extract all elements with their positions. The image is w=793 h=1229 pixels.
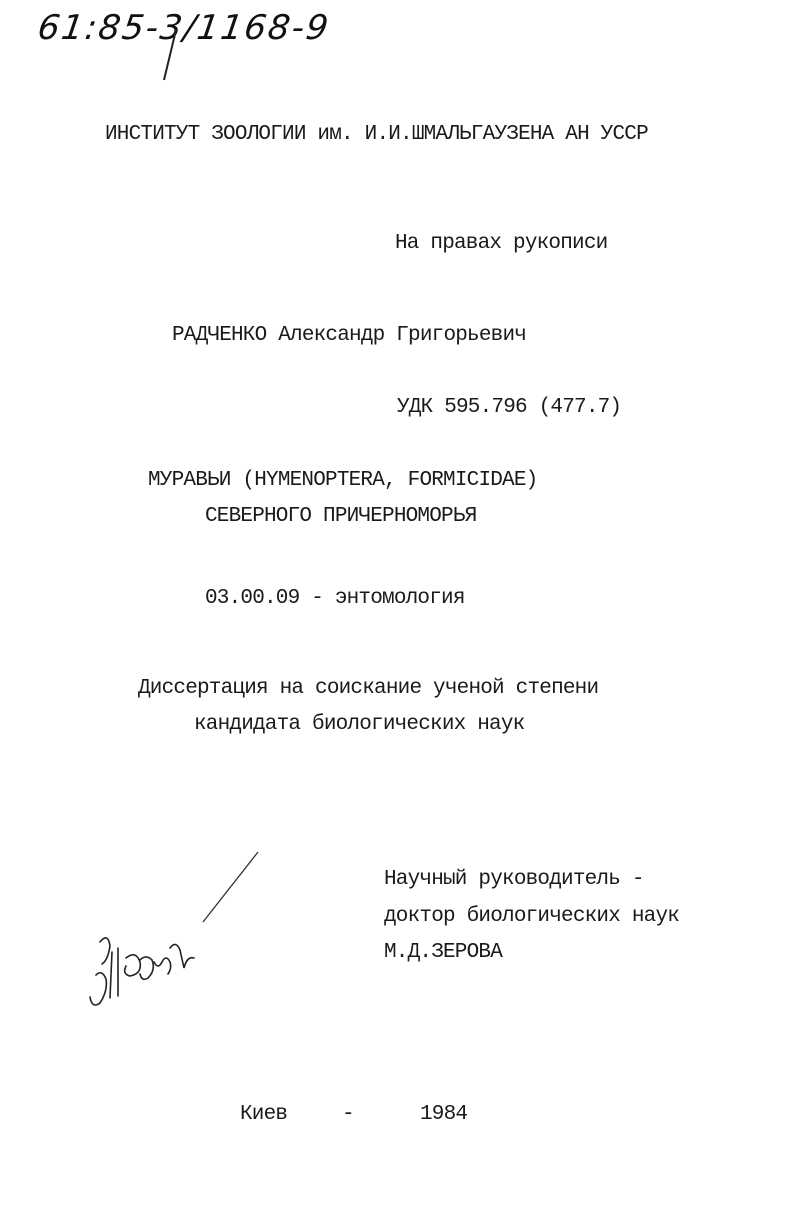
signature-icon [90,938,194,1005]
udc-code: УДК 595.796 (477.7) [397,396,622,419]
author-name: РАДЧЕНКО Александр Григорьевич [172,324,527,347]
institute-heading: ИНСТИТУТ ЗООЛОГИИ им. И.И.ШМАЛЬГАУЗЕНА АН УССР [105,123,648,146]
rights-note: На правах рукописи [395,232,608,255]
supervisor-name: М.Д.ЗЕРОВА [384,941,503,964]
supervisor-degree: доктор биологических наук [384,905,680,928]
signature-diagonal-line [203,852,258,922]
archive-mark-stroke [164,30,176,80]
year: 1984 [420,1103,468,1126]
supervisor-label: Научный руководитель - [384,868,644,891]
degree-line-1: Диссертация на соискание ученой степени [138,677,599,700]
specialty-code: 03.00.09 - энтомология [205,587,465,610]
thesis-title-line-1: МУРАВЬИ (HYMENOPTERA, FORMICIDAE) [148,469,538,492]
degree-line-2: кандидата биологических наук [194,713,525,736]
city-year-dash: - [342,1103,354,1126]
archive-handwritten-mark: 61:85-3/1168-9 [35,8,333,48]
thesis-title-line-2: СЕВЕРНОГО ПРИЧЕРНОМОРЬЯ [205,505,477,528]
city: Киев [240,1103,288,1126]
